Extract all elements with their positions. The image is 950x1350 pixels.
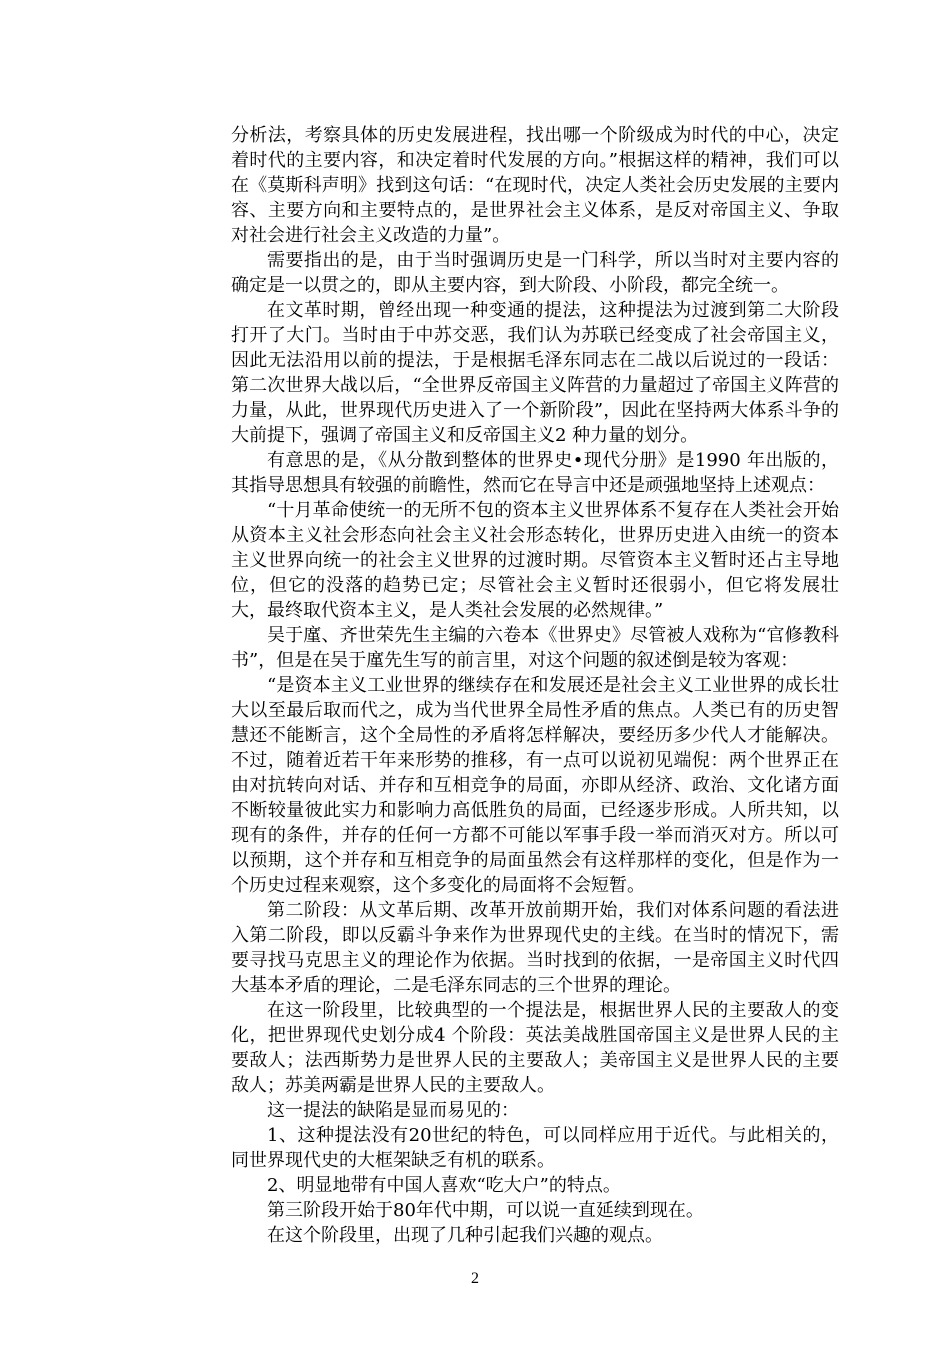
page-number: 2	[471, 1270, 479, 1287]
document-body	[231, 123, 839, 1248]
paragraph: 第二阶段：从文革后期、改革开放前期开始，我们对体系问题的看法进入第二阶段，即以反霸斗争来作为世界现代史的主线。在当时的情况下，需要寻找马克思主义的理论作为依据。当时找到的依据，一是帝国主义时代四大基本矛盾的理论，二是毛泽东同志的三个世界的理论。	[231, 900, 839, 996]
quote-paragraph: “十月革命使统一的无所不包的资本主义世界体系不复存在人类社会开始从资本主义社会形态向社会主义社会形态转化，世界历史进入由统一的资本主义世界向统一的社会主义世界的过渡时期。尽管资本主义暂时还占主导地位，但它的没落的趋势已定；尽管社会主义暂时还很弱小，但它将发展壮大，最终取代资本主义，是人类社会发展的必然规律。”	[231, 500, 839, 621]
paragraph: 在文革时期，曾经出现一种变通的提法，这种提法为过渡到第二大阶段打开了大门。当时由于中苏交恶，我们认为苏联已经变成了社会帝国主义，因此无法沿用以前的提法，于是根据毛泽东同志在二战以后说过的一段话：第二次世界大战以后，“全世界反帝国主义阵营的力量超过了帝国主义阵营的力量，从此，世界现代历史进入了一个新阶段”，因此在坚持两大体系斗争的大前提下，强调了帝国主义和反帝国主义2 种力量的划分。	[231, 300, 839, 446]
paragraph: 吴于廑、齐世荣先生主编的六卷本《世界史》尽管被人戏称为“官修教科书”，但是在吴于廑先生写的前言里，对这个问题的叙述倒是较为客观：	[231, 625, 839, 671]
list-item: 1、这种提法没有20世纪的特色，可以同样应用于近代。与此相关的，同世界现代史的大框架缺乏有机的联系。	[231, 1125, 839, 1171]
paragraph: 第三阶段开始于80年代中期，可以说一直延续到现在。	[267, 1200, 704, 1221]
paragraph: 分析法，考察具体的历史发展进程，找出哪一个阶级成为时代的中心，决定着时代的主要内容，和决定着时代发展的方向。”根据这样的精神，我们可以在《莫斯科声明》找到这句话：“在现时代，决定人类社会历史发展的主要内容、主要方向和主要特点的，是世界社会主义体系，是反对帝国主义、争取对社会进行社会主义改造的力量”。	[231, 125, 839, 246]
paragraph: 有意思的是，《从分散到整体的世界史•现代分册》是1990 年出版的，其指导思想具有较强的前瞻性，然而它在导言中还是顽强地坚持上述观点：	[231, 450, 839, 496]
paragraph: 这一提法的缺陷是显而易见的：	[267, 1100, 519, 1121]
paragraph: 在这一阶段里，比较典型的一个提法是，根据世界人民的主要敌人的变化，把世界现代史划分成4 个阶段：英法美战胜国帝国主义是世界人民的主要敌人；法西斯势力是世界人民的主要敌人；美帝国主义是世界人民的主要敌人；苏美两霸是世界人民的主要敌人。	[231, 1000, 839, 1096]
quote-paragraph: “是资本主义工业世界的继续存在和发展还是社会主义工业世界的成长壮大以至最后取而代之，成为当代世界全局性矛盾的焦点。人类已有的历史智慧还不能断言，这个全局性的矛盾将怎样解决，要经历多少代人才能解决。不过，随着近若干年来形势的推移，有一点可以说初见端倪：两个世界正在由对抗转向对话、并存和互相竞争的局面，亦即从经济、政治、文化诸方面不断较量彼此实力和影响力高低胜负的局面，已经逐步形成。人所共知，以现有的条件，并存的任何一方都不可能以军事手段一举而消灭对方。所以可以预期，这个并存和互相竞争的局面虽然会有这样那样的变化，但是作为一个历史过程来观察，这个多变化的局面将不会短暂。	[231, 675, 839, 896]
paragraph: 需要指出的是，由于当时强调历史是一门科学，所以当时对主要内容的确定是一以贯之的，即从主要内容，到大阶段、小阶段，都完全统一。	[231, 250, 839, 296]
list-item: 2、明显地带有中国人喜欢“吃大户”的特点。	[267, 1175, 621, 1196]
paragraph: 在这个阶段里，出现了几种引起我们兴趣的观点。	[267, 1225, 663, 1246]
